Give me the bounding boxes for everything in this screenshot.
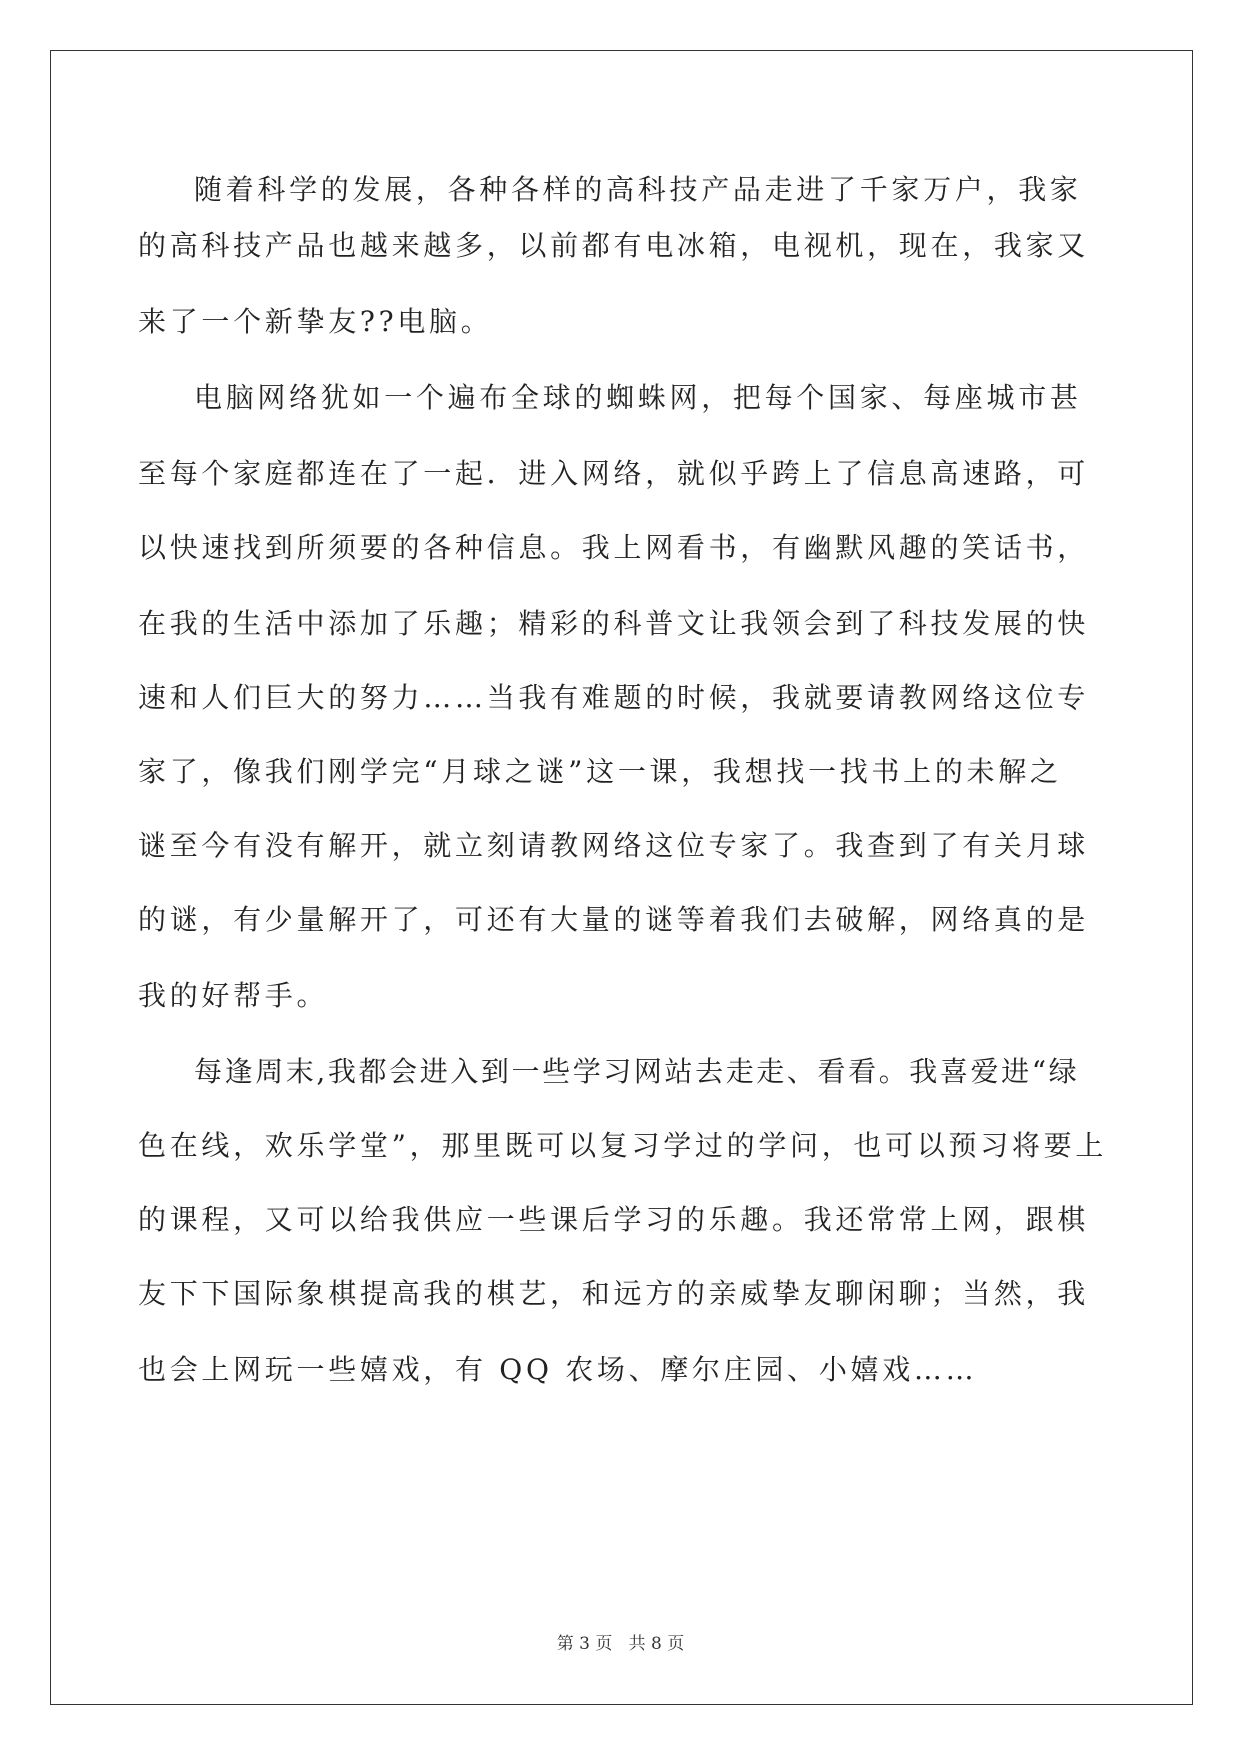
paragraph-line: 至每个家庭都连在了一起．进入网络，就似乎跨上了信息高速路，可 [138,457,1090,490]
paragraph-line: 随着科学的发展，各种各样的高科技产品走进了千家万户，我家 [194,173,1082,206]
paragraph-line: 的课程，又可以给我供应一些课后学习的乐趣。我还常常上网，跟棋 [138,1203,1090,1236]
paragraph-line: 我的好帮手。 [138,979,329,1012]
page-border [50,50,1193,1705]
paragraph-line: 来了一个新挚友??电脑。 [138,305,493,338]
paragraph-line: 每逢周末,我都会进入到一些学习网站去走走、看看。我喜爱进“绿 [194,1055,1080,1088]
paragraph-line: 的高科技产品也越来越多，以前都有电冰箱，电视机，现在，我家又 [138,229,1090,262]
page-number-footer: 第 3 页 共 8 页 [556,1634,685,1654]
paragraph-line: 电脑网络犹如一个遍布全球的蜘蛛网，把每个国家、每座城市甚 [194,381,1082,414]
paragraph-line: 速和人们巨大的努力……当我有难题的时候，我就要请教网络这位专 [138,681,1090,714]
paragraph-line: 色在线，欢乐学堂”，那里既可以复习学过的学问，也可以预习将要上 [138,1129,1108,1162]
paragraph-line: 友下下国际象棋提高我的棋艺，和远方的亲威挚友聊闲聊；当然，我 [138,1277,1090,1310]
paragraph-line: 谜至今有没有解开，就立刻请教网络这位专家了。我查到了有关月球 [138,829,1090,862]
paragraph-line: 在我的生活中添加了乐趣；精彩的科普文让我领会到了科技发展的快 [138,607,1090,640]
paragraph-line: 家了，像我们刚学完“月球之谜”这一课，我想找一找书上的未解之 [138,755,1062,788]
paragraph-line: 以快速找到所须要的各种信息。我上网看书，有幽默风趣的笑话书， [138,531,1090,564]
paragraph-line: 的谜，有少量解开了，可还有大量的谜等着我们去破解，网络真的是 [138,903,1090,936]
paragraph-line: 也会上网玩一些嬉戏，有 QQ 农场、摩尔庄园、小嬉戏…… [138,1353,978,1386]
